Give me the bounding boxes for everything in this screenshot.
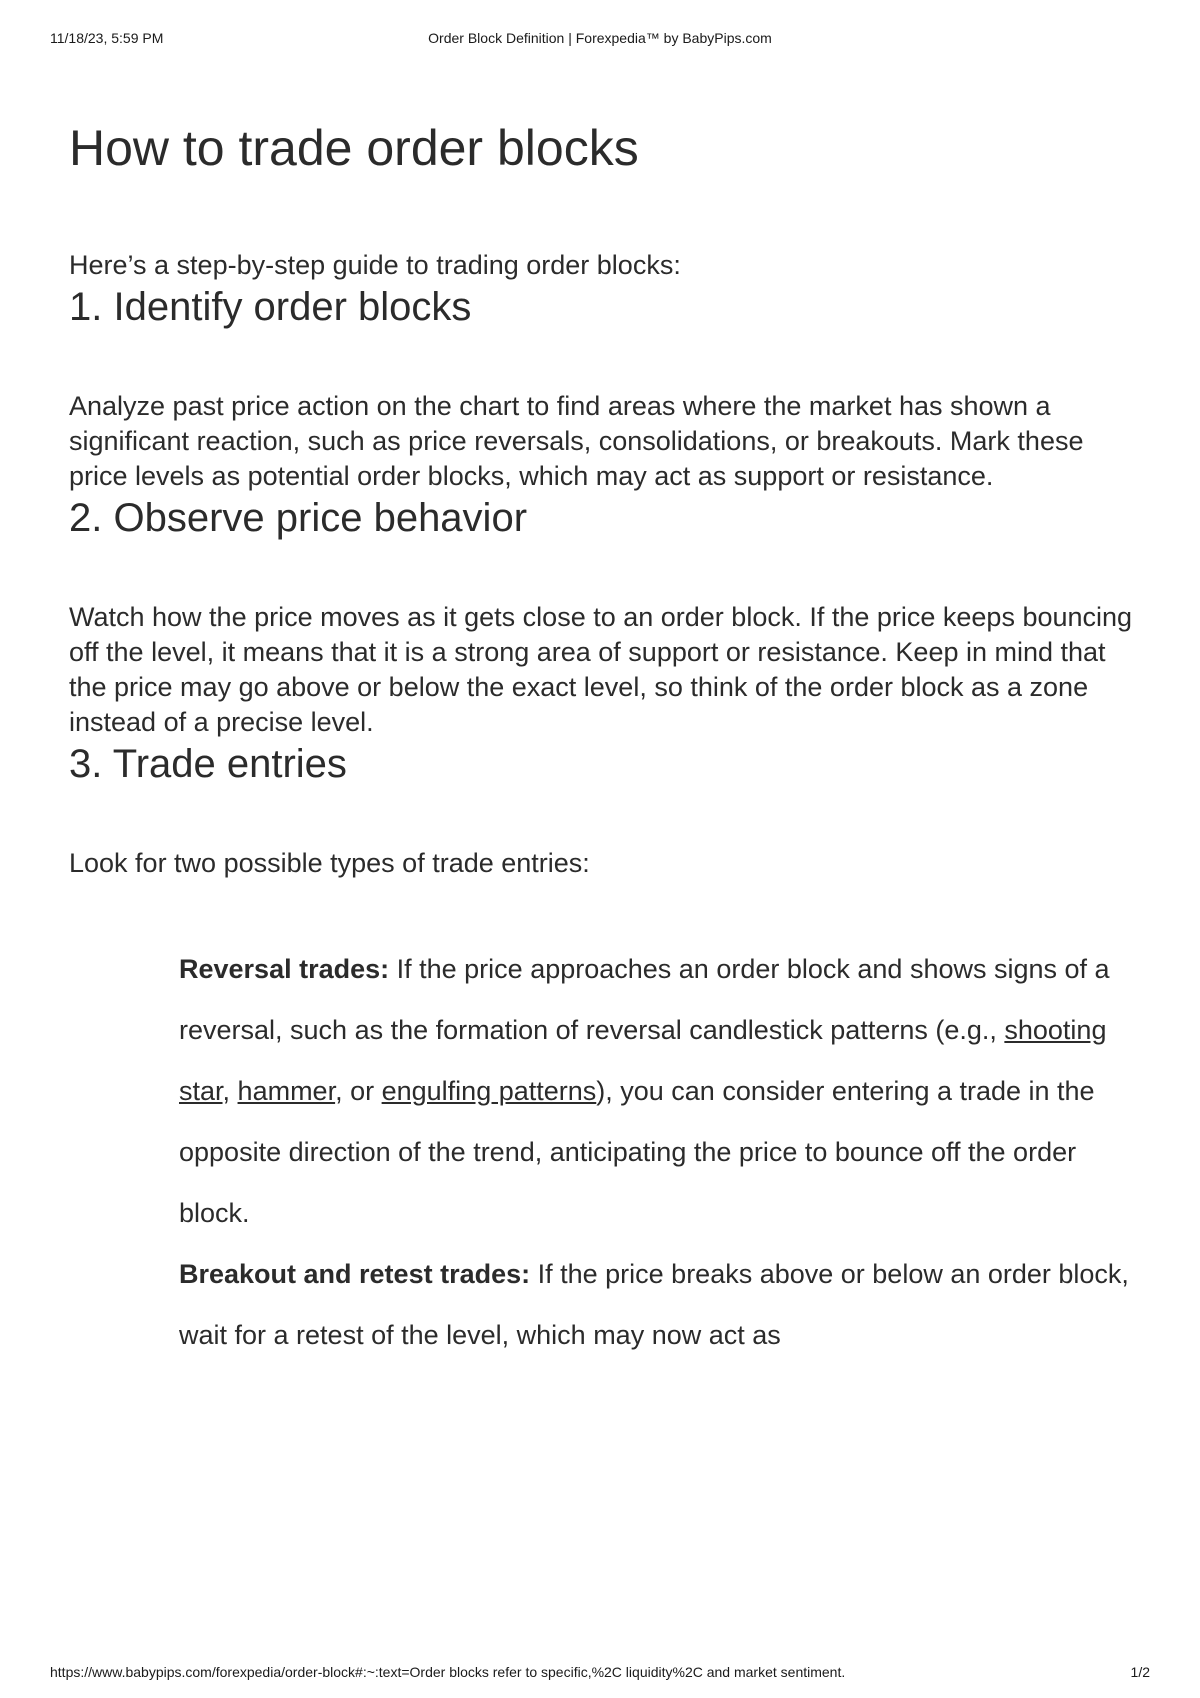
print-page-number: 1/2 bbox=[1130, 1664, 1150, 1680]
entry-separator: , bbox=[222, 1076, 238, 1106]
print-page-title: Order Block Definition | Forexpedia™ by BabyPips.com bbox=[428, 30, 772, 46]
entry-text: If the price breaks above or below an order block, wait for a retest of the level, which may now act as bbox=[179, 1259, 1129, 1350]
list-item-reversal-trades bbox=[179, 939, 1139, 1244]
section-body-trade-entries: Look for two possible types of trade entries: bbox=[69, 848, 590, 878]
link-engulfing-patterns[interactable]: engulfing patterns bbox=[381, 1076, 597, 1106]
print-header bbox=[50, 30, 1150, 50]
entry-term: Reversal trades: bbox=[179, 954, 390, 984]
section-body-observe: Watch how the price moves as it gets close to an order block. If the price keeps bouncing off the level, it means that it is a strong area of support or resistance. Keep in mind that the price may go above or below the exact level, so think of the order block as a zone instead of a precise level. bbox=[69, 602, 1133, 737]
entry-text: ), you can consider entering a trade in the opposite direction of the trend, anticipating the price to bounce off the order block. bbox=[179, 1076, 1095, 1228]
section-heading-observe: 2. Observe price behavior bbox=[69, 496, 528, 540]
section-heading-trade-entries: 3. Trade entries bbox=[69, 742, 347, 786]
intro-text: Here’s a step-by-step guide to trading order blocks: bbox=[69, 250, 681, 280]
trade-entry-list bbox=[69, 939, 1139, 1366]
section-heading-identify: 1. Identify order blocks bbox=[69, 285, 472, 329]
print-footer bbox=[50, 1664, 1150, 1684]
link-shooting-star[interactable]: shooting star bbox=[179, 1015, 1107, 1106]
print-datetime: 11/18/23, 5:59 PM bbox=[50, 30, 164, 46]
print-url: https://www.babypips.com/forexpedia/order-block#:~:text=Order blocks refer to specific,%2C liquidity%2C and market sentiment. bbox=[50, 1664, 846, 1680]
page-title: How to trade order blocks bbox=[69, 120, 639, 176]
entry-text: If the price approaches an order block and shows signs of a reversal, such as the formation of reversal candlestick patterns (e.g., bbox=[179, 954, 1110, 1045]
section-body-identify: Analyze past price action on the chart to find areas where the market has shown a significant reaction, such as price reversals, consolidations, or breakouts. Mark these price levels as potential order blocks, which may act as support or resistance. bbox=[69, 391, 1084, 491]
entry-separator: , or bbox=[335, 1076, 382, 1106]
article bbox=[69, 118, 1139, 1366]
entry-term: Breakout and retest trades: bbox=[179, 1259, 531, 1289]
list-item-breakout-retest-trades bbox=[179, 1244, 1139, 1366]
link-hammer[interactable]: hammer bbox=[237, 1076, 336, 1106]
